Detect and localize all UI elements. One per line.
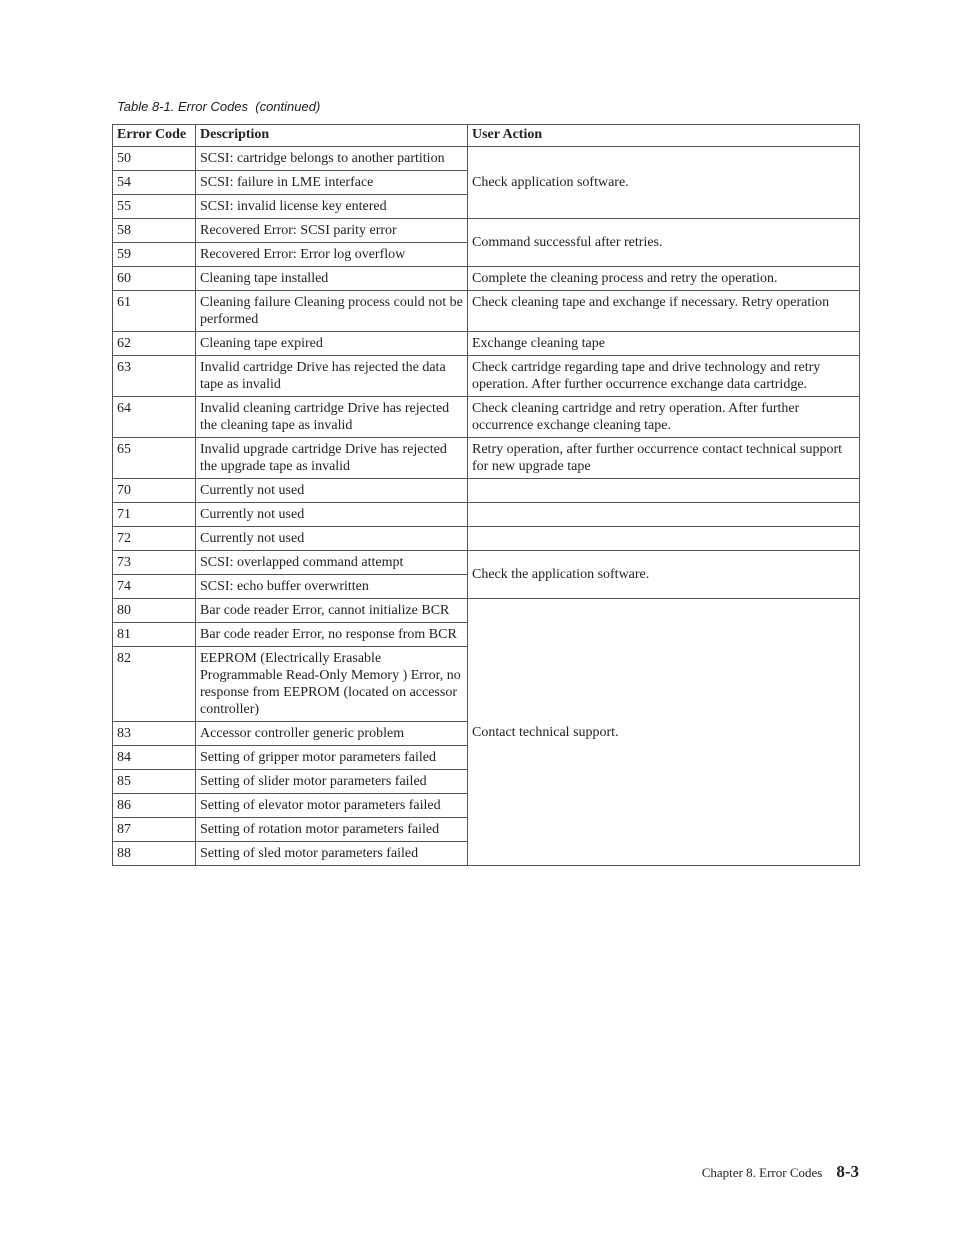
footer-chapter-title: Chapter 8. Error Codes <box>701 1165 823 1180</box>
error-code-cell: 80 <box>113 599 196 623</box>
description-cell: Invalid cleaning cartridge Drive has rejected the cleaning tape as invalid <box>196 397 468 438</box>
description-cell: SCSI: cartridge belongs to another partition <box>196 147 468 171</box>
error-code-cell: 59 <box>113 243 196 267</box>
description-cell: Setting of elevator motor parameters failed <box>196 794 468 818</box>
user-action-cell: Check cleaning cartridge and retry operation. After further occurrence exchange cleaning tape. <box>468 397 860 438</box>
table-row <box>113 267 860 291</box>
error-code-cell: 73 <box>113 551 196 575</box>
description-cell: Accessor controller generic problem <box>196 722 468 746</box>
description-cell: Setting of gripper motor parameters failed <box>196 746 468 770</box>
user-action-cell-empty <box>468 527 860 551</box>
header-error-code: Error Code <box>113 125 196 147</box>
error-code-cell: 86 <box>113 794 196 818</box>
table-row <box>113 527 860 551</box>
error-code-cell: 72 <box>113 527 196 551</box>
user-action-cell: Contact technical support. <box>468 599 860 866</box>
error-code-cell: 84 <box>113 746 196 770</box>
description-cell: SCSI: overlapped command attempt <box>196 551 468 575</box>
table-row <box>113 438 860 479</box>
error-code-cell: 65 <box>113 438 196 479</box>
table-row <box>113 479 860 503</box>
table-row <box>113 551 860 575</box>
error-code-cell: 61 <box>113 291 196 332</box>
user-action-cell: Command successful after retries. <box>468 219 860 267</box>
description-cell: Bar code reader Error, cannot initialize BCR <box>196 599 468 623</box>
table-header-row <box>113 125 860 147</box>
description-cell: Bar code reader Error, no response from BCR <box>196 623 468 647</box>
table-row <box>113 332 860 356</box>
table-row <box>113 356 860 397</box>
error-code-cell: 71 <box>113 503 196 527</box>
table-row <box>113 291 860 332</box>
error-code-cell: 58 <box>113 219 196 243</box>
description-cell: SCSI: failure in LME interface <box>196 171 468 195</box>
user-action-cell: Check the application software. <box>468 551 860 599</box>
description-cell: Currently not used <box>196 527 468 551</box>
error-codes-table <box>112 124 860 866</box>
description-cell: Recovered Error: SCSI parity error <box>196 219 468 243</box>
error-code-cell: 85 <box>113 770 196 794</box>
description-cell: Cleaning tape installed <box>196 267 468 291</box>
description-cell: SCSI: echo buffer overwritten <box>196 575 468 599</box>
error-code-cell: 88 <box>113 842 196 866</box>
description-cell: Cleaning failure Cleaning process could not be performed <box>196 291 468 332</box>
error-code-cell: 87 <box>113 818 196 842</box>
table-row <box>113 397 860 438</box>
description-cell: Recovered Error: Error log overflow <box>196 243 468 267</box>
error-code-cell: 82 <box>113 647 196 722</box>
error-code-cell: 64 <box>113 397 196 438</box>
user-action-cell-empty <box>468 479 860 503</box>
error-code-cell: 63 <box>113 356 196 397</box>
description-cell: Setting of slider motor parameters failed <box>196 770 468 794</box>
user-action-cell: Check cartridge regarding tape and drive technology and retry operation. After further occurrence exchange data cartridge. <box>468 356 860 397</box>
user-action-cell: Check cleaning tape and exchange if necessary. Retry operation <box>468 291 860 332</box>
description-cell: Invalid upgrade cartridge Drive has rejected the upgrade tape as invalid <box>196 438 468 479</box>
description-cell: Invalid cartridge Drive has rejected the data tape as invalid <box>196 356 468 397</box>
error-code-cell: 54 <box>113 171 196 195</box>
header-user-action: User Action <box>468 125 860 147</box>
description-cell: Currently not used <box>196 503 468 527</box>
description-cell: Currently not used <box>196 479 468 503</box>
error-code-cell: 83 <box>113 722 196 746</box>
error-code-cell: 60 <box>113 267 196 291</box>
page-number: 8-3 <box>836 1162 859 1181</box>
description-cell: Cleaning tape expired <box>196 332 468 356</box>
error-code-cell: 74 <box>113 575 196 599</box>
table-row <box>113 503 860 527</box>
table-caption: Table 8-1. Error Codes (continued) <box>117 99 321 114</box>
description-cell: SCSI: invalid license key entered <box>196 195 468 219</box>
error-code-cell: 70 <box>113 479 196 503</box>
error-code-cell: 62 <box>113 332 196 356</box>
error-code-cell: 81 <box>113 623 196 647</box>
table-row <box>113 599 860 623</box>
user-action-cell: Check application software. <box>468 147 860 219</box>
description-cell: Setting of rotation motor parameters failed <box>196 818 468 842</box>
table-row <box>113 147 860 171</box>
user-action-cell: Retry operation, after further occurrence contact technical support for new upgrade tape <box>468 438 860 479</box>
table-row <box>113 219 860 243</box>
header-description: Description <box>196 125 468 147</box>
error-code-cell: 55 <box>113 195 196 219</box>
user-action-cell: Exchange cleaning tape <box>468 332 860 356</box>
description-cell: EEPROM (Electrically Erasable Programmable Read-Only Memory ) Error, no response from EEPROM (located on accessor controller) <box>196 647 468 722</box>
description-cell: Setting of sled motor parameters failed <box>196 842 468 866</box>
user-action-cell-empty <box>468 503 860 527</box>
error-code-cell: 50 <box>113 147 196 171</box>
user-action-cell: Complete the cleaning process and retry the operation. <box>468 267 860 291</box>
page-footer <box>702 1162 859 1182</box>
